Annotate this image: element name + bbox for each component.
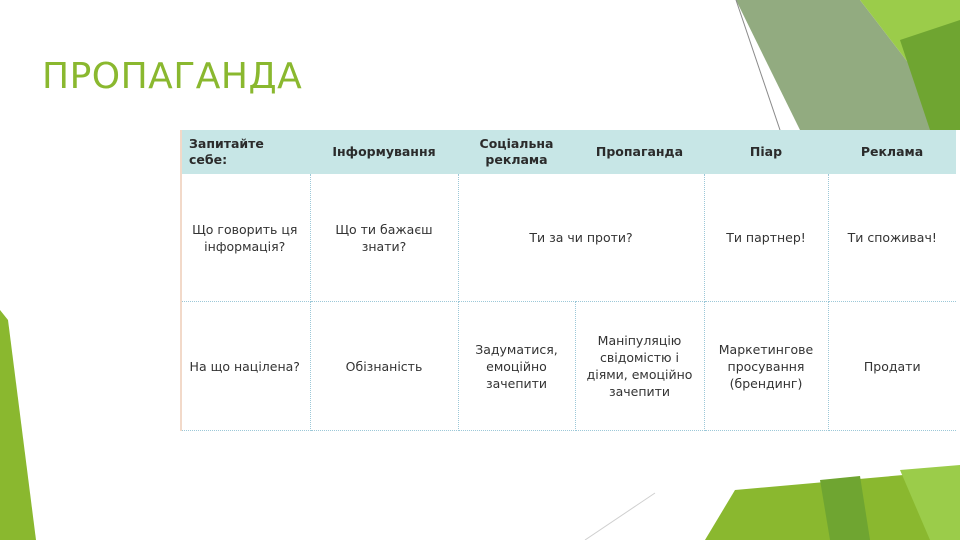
- cell-question: Що говорить ця інформація?: [180, 174, 310, 302]
- slide-title: ПРОПАГАНДА: [42, 56, 303, 97]
- header-pr: Піар: [704, 130, 828, 174]
- cell-social-and-propaganda: Ти за чи проти?: [458, 174, 704, 302]
- header-social-advertising: Соціальна реклама: [458, 130, 575, 174]
- table-row: [180, 174, 956, 302]
- decor-line-bottom: [585, 493, 655, 540]
- cell-social: Задуматися, емоційно зачепити: [458, 302, 575, 431]
- comparison-table: [180, 130, 956, 431]
- header-propaganda: Пропаганда: [575, 130, 704, 174]
- table-header-row: [180, 130, 956, 174]
- cell-informing: Що ти бажаєш знати?: [310, 174, 458, 302]
- comparison-table-wrap: [180, 130, 956, 431]
- cell-advertising: Продати: [828, 302, 956, 431]
- cell-pr: Маркетингове просування (брендинг): [704, 302, 828, 431]
- cell-pr: Ти партнер!: [704, 174, 828, 302]
- header-informing: Інформування: [310, 130, 458, 174]
- cell-advertising: Ти споживач!: [828, 174, 956, 302]
- cell-informing: Обізнаність: [310, 302, 458, 431]
- cell-propaganda: Маніпуляцію свідомістю і діями, емоційно зачепити: [575, 302, 704, 431]
- header-advertising: Реклама: [828, 130, 956, 174]
- header-ask-yourself: Запитайте себе:: [180, 130, 310, 174]
- cell-question: На що націлена?: [180, 302, 310, 431]
- table-row: [180, 302, 956, 431]
- decor-shape-left: [0, 310, 36, 540]
